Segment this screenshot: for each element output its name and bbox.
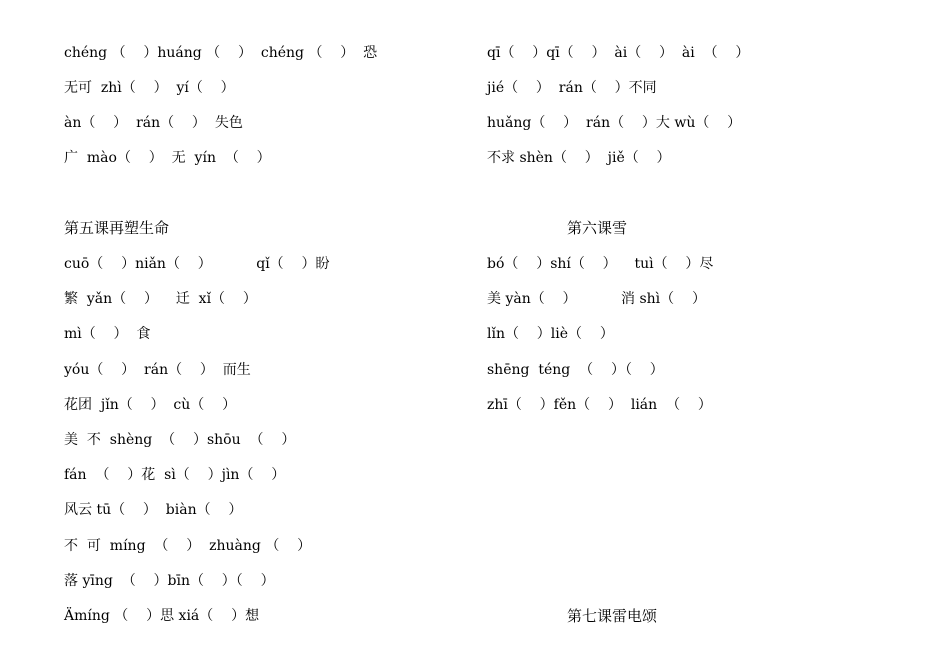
lesson6-title: 第六课雪 [567, 219, 628, 237]
lesson5-line-4: yóu（ ） rán（ ） 而生 [64, 362, 251, 378]
lesson5-line-1: cuō（ ）niǎn（ ） qǐ（ ）盼 [64, 256, 330, 272]
lesson6-line-5: zhī（ ）fěn（ ） lián （ ） [487, 397, 712, 413]
right-line-2: jié（ ） rán（ ）不同 [487, 80, 657, 96]
left-line-4: 广 mào（ ） 无 yín （ ） [64, 150, 271, 166]
left-line-2: 无可 zhì（ ） yí（ ） [64, 80, 235, 96]
left-line-3: àn（ ） rán（ ） 失色 [64, 115, 243, 131]
lesson6-line-1: bó（ ）shí（ ） tuì（ ）尽 [487, 256, 714, 272]
left-line-1: chéng （ ）huáng （ ） chéng （ ） 恐 [64, 45, 378, 61]
lesson5-line-5: 花团 jǐn（ ） cù（ ） [64, 397, 237, 413]
right-line-3: huǎng（ ） rán（ ）大 wù（ ） [487, 115, 742, 131]
right-line-4: 不求 shèn（ ） jiě（ ） [487, 150, 671, 166]
lesson5-line-2: 繁 yǎn（ ） 迁 xǐ（ ） [64, 291, 257, 307]
lesson7-title: 第七课雷电颂 [567, 607, 658, 625]
lesson6-line-2: 美 yàn（ ） 消 shì（ ） [487, 291, 706, 307]
lesson6-line-4: shēng téng （ ）（ ） [487, 362, 664, 378]
right-line-1: qī（ ）qī（ ） ài（ ） ài （ ） [487, 45, 750, 61]
lesson5-line-8: 风云 tū（ ） biàn（ ） [64, 502, 243, 518]
lesson5-title: 第五课再塑生命 [64, 219, 170, 237]
lesson6-line-3: lǐn（ ）liè（ ） [487, 326, 614, 342]
lesson5-line-3: mì（ ） 食 [64, 326, 151, 342]
lesson5-line-11: Ämíng （ ）思 xiá（ ）想 [64, 608, 260, 624]
lesson5-line-9: 不 可 míng （ ） zhuàng （ ） [64, 538, 312, 554]
lesson5-line-10: 落 yīng （ ）bīn（ ）（ ） [64, 573, 275, 589]
lesson5-line-6: 美 不 shèng （ ）shōu （ ） [64, 432, 296, 448]
lesson5-line-7: fán （ ）花 sì（ ）jìn（ ） [64, 467, 286, 483]
